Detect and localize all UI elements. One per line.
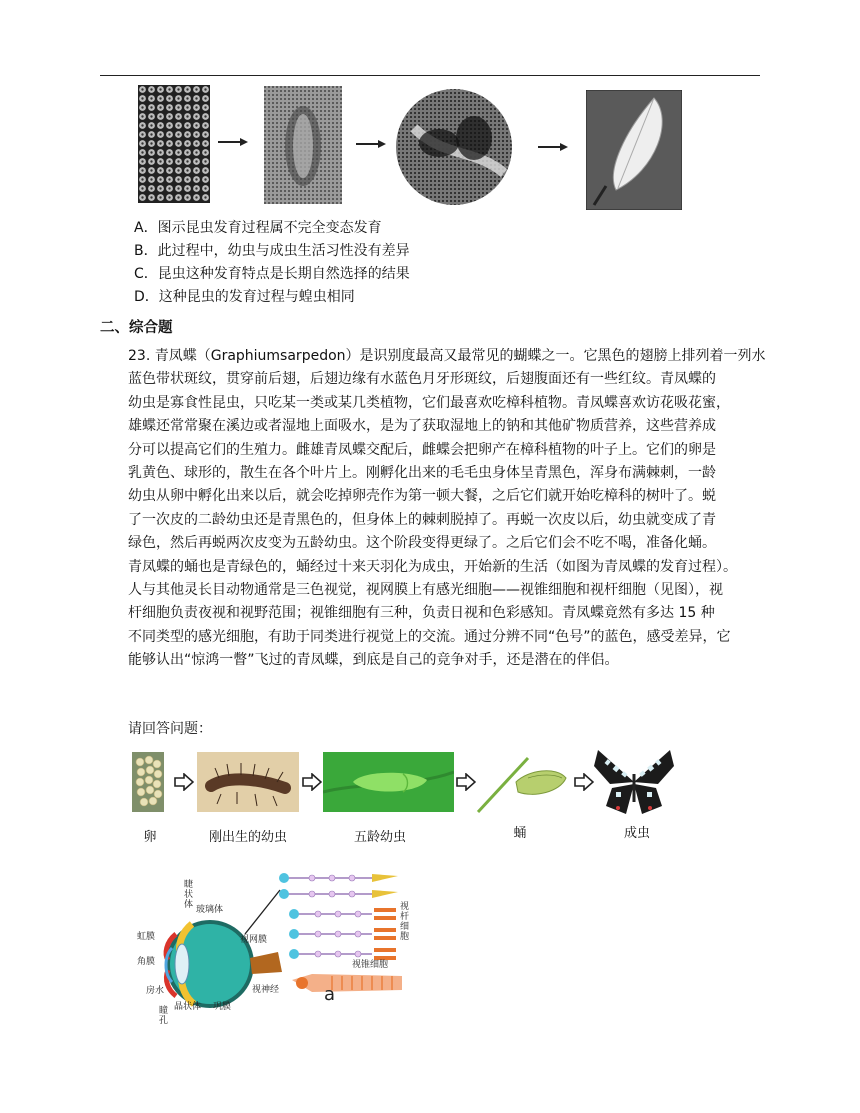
egg-image [132,752,164,812]
label-pupil: 瞳 孔 [159,1006,169,1026]
lifecycle-arrow-3 [456,773,476,791]
question-line: 乳黄色、球形的，散生在各个叶片上。刚孵化出来的毛毛虫身体呈青黑色，浑身布满棘刺，一龄 [128,464,716,481]
arrow-2 [356,138,386,150]
label-cornea: 角膜 [137,957,156,967]
label-aqueous-humor: 房水 [146,986,165,996]
label-iris: 虹膜 [137,932,156,942]
question-line: 幼虫从卵中孵化出来以后，就会吃掉卵壳作为第一顿大餐，之后它们就开始吃樟科的树叶了。蜕 [128,488,716,505]
label-lens: 晶状体 [174,1002,202,1012]
question-line: 蓝色带状斑纹，贯穿前后翅，后翅边缘有水蓝色月牙形斑纹，后翅腹面还有一些红纹。青凤蝶的 [128,371,716,388]
pupa-image [474,752,572,814]
option-d: D．这种昆虫的发育过程与蝗虫相同 [134,289,355,305]
lifecycle-arrow-1 [174,773,194,791]
question-prompt: 请回答问题： [128,721,212,737]
label-adult: 成虫 [623,826,650,841]
label-young-larva: 刚出生的幼虫 [208,830,287,845]
adult-butterfly-image [592,744,676,820]
lifecycle-arrow-2 [302,773,322,791]
option-b: B．此过程中，幼虫与成虫生活习性没有差异 [134,243,410,259]
section-title: 二、综合题 [100,320,173,336]
question-number: 23. [128,348,151,364]
label-a-mark: a [324,984,336,1005]
header-rule [100,75,760,76]
question-line: 了一次皮的二龄幼虫还是青黑色的，但身体上的棘刺脱掉了。再蜕一次皮以后，幼虫就变成了青 [128,511,716,528]
label-retina: 视网膜 [240,935,268,945]
question-line: 人与其他灵长目动物通常是三色视觉，视网膜上有感光细胞——视锥细胞和视杆细胞（见图），视 [128,581,723,598]
arrow-1 [218,136,248,148]
question-line: 杆细胞负责夜视和视野范围；视锥细胞有三种，负责日视和色彩感知。青凤蝶竟然有多达 15 种 [128,605,715,622]
question-line: 绿色，然后再蜕两次皮变为五龄幼虫。这个阶段变得更绿了。之后它们会不吃不喝，准备化蛹。 [128,535,716,552]
question-line: 雄蝶还常常聚在溪边或者湿地上面吸水，是为了获取湿地上的钠和其他矿物质营养，这些营养成 [128,418,716,435]
young-larva-image [197,752,299,812]
label-rod-cells: 视 杆 细 胞 [400,902,410,942]
question-line: 23. 青凤蝶（Graphiumsarpedon）是识别度最高又最常见的蝴蝶之一。它黑色的翅膀上排列着一列水 [128,348,766,364]
pupa-photo [394,88,514,206]
question-line: 能够认出“惊鸿一瞥”飞过的青凤蝶，到底是自己的竞争对手，还是潜在的伴侣。 [128,652,619,669]
label-vitreous: 玻璃体 [196,905,224,915]
label-sclera: 巩膜 [213,1002,232,1012]
adult-photo [586,90,682,210]
question-line: 不同类型的感光细胞，有助于同类进行视觉上的交流。通过分辨不同“色号”的蓝色，感受差异，它 [128,628,731,645]
option-a: A．图示昆虫发育过程属不完全变态发育 [134,220,382,236]
nymph-photo [264,86,342,204]
label-egg: 卵 [143,830,157,845]
eggs-photo [138,85,210,203]
label-fifth-instar: 五龄幼虫 [353,830,406,845]
question-line: 幼虫是寡食性昆虫，只吃某一类或某几类植物，它们最喜欢吃樟科植物。青凤蝶喜欢访花吸花蜜， [128,394,730,411]
label-optic-nerve: 视神经 [252,985,280,995]
fifth-instar-image [323,752,454,812]
question-line: 青凤蝶的蛹也是青绿色的，蛹经过十来天羽化为成虫，开始新的生活（如图为青凤蝶的发育过程）。 [128,558,737,575]
label-pupa: 蛹 [513,826,527,841]
arrow-3 [538,141,568,153]
question-paragraph [128,345,764,672]
option-c: C．昆虫这种发育特点是长期自然选择的结果 [134,266,410,282]
label-ciliary-body: 睫 状 体 [184,880,194,910]
lifecycle-arrow-4 [574,773,594,791]
label-cone-cells: 视锥细胞 [352,960,389,970]
question-line: 分可以提高它们的生殖力。雌雄青凤蝶交配后，雌蝶会把卵产在樟科植物的叶子上。它们的卵是 [128,441,716,458]
